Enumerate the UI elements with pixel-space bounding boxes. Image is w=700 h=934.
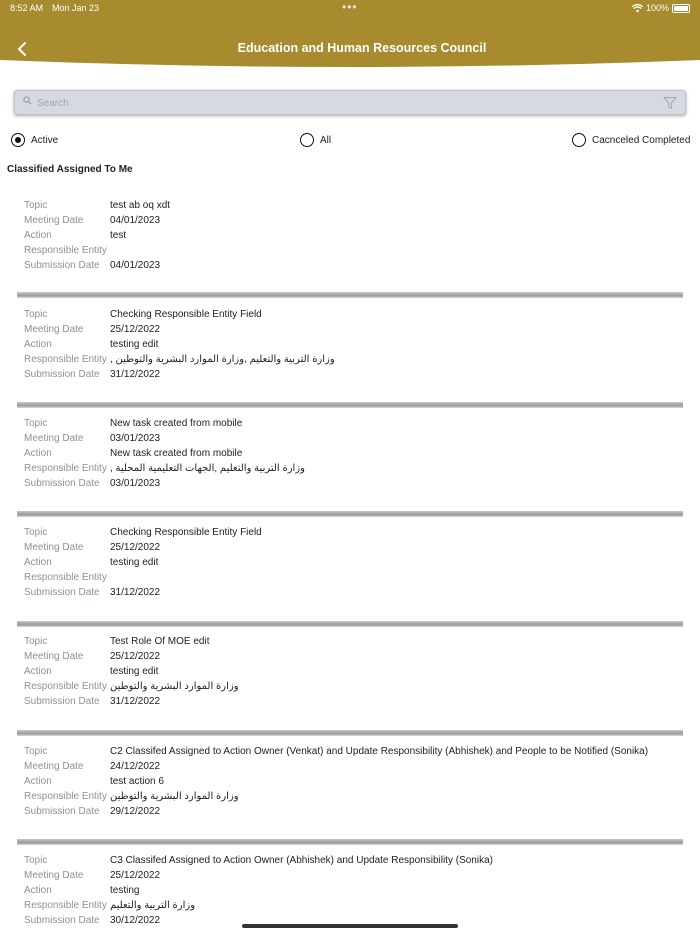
field-label: Action [24, 885, 52, 896]
filter-radio-canceled-completed[interactable] [572, 133, 690, 147]
responsible-entity-value: وزارة الموارد البشرية والتوطين [110, 791, 239, 802]
field-label: Responsible Entity [24, 681, 107, 692]
field-label: Responsible Entity [24, 791, 107, 802]
field-label: Topic [24, 418, 48, 429]
field-label: Submission Date [24, 806, 100, 817]
field-label: Submission Date [24, 915, 100, 926]
meeting-date-value: 25/12/2022 [110, 324, 161, 335]
task-card[interactable] [0, 182, 700, 292]
radio-unselected-icon[interactable] [572, 133, 586, 147]
submission-date-value: 03/01/2023 [110, 478, 161, 489]
meeting-date-value: 25/12/2022 [110, 542, 161, 553]
topic-value: Checking Responsible Entity Field [110, 527, 262, 538]
task-card[interactable] [0, 512, 700, 622]
field-label: Topic [24, 855, 48, 866]
field-label: Topic [24, 527, 48, 538]
status-bar [0, 0, 700, 17]
field-label: Meeting Date [24, 215, 84, 226]
submission-date-value: 31/12/2022 [110, 369, 161, 380]
meeting-date-value: 04/01/2023 [110, 215, 161, 226]
field-label: Responsible Entity [24, 245, 107, 256]
task-list [0, 182, 700, 934]
status-right [632, 3, 690, 13]
submission-date-value: 30/12/2022 [110, 915, 161, 926]
field-label: Meeting Date [24, 324, 84, 335]
field-label: Submission Date [24, 587, 100, 598]
field-label: Meeting Date [24, 870, 84, 881]
search-input[interactable] [37, 94, 637, 112]
field-label: Topic [24, 200, 48, 211]
status-time: 8:52 AM [10, 3, 44, 13]
submission-date-value: 31/12/2022 [110, 587, 161, 598]
field-label: Meeting Date [24, 542, 84, 553]
field-label: Action [24, 448, 52, 459]
submission-date-value: 29/12/2022 [110, 806, 161, 817]
submission-date-value: 04/01/2023 [110, 260, 161, 271]
field-label: Action [24, 557, 52, 568]
field-label: Topic [24, 746, 48, 757]
field-label: Meeting Date [24, 651, 84, 662]
field-label: Responsible Entity [24, 900, 107, 911]
radio-unselected-icon[interactable] [300, 133, 314, 147]
topic-value: C2 Classifed Assigned to Action Owner (Venkat) and Update Responsibility (Abhishek) and People to be Notified (Sonika) [110, 746, 649, 757]
responsible-entity-value: وزارة التربية والتعليم ,وزارة الموارد البشرية والتوطين , [110, 354, 335, 365]
filter-radio-active[interactable] [11, 133, 58, 147]
meeting-date-value: 25/12/2022 [110, 651, 161, 662]
field-label: Action [24, 666, 52, 677]
field-label: Action [24, 776, 52, 787]
action-value: test action 6 [110, 776, 164, 787]
wifi-icon [632, 4, 643, 13]
field-label: Meeting Date [24, 433, 84, 444]
field-label: Submission Date [24, 478, 100, 489]
responsible-entity-value: وزارة التربية والتعليم [110, 900, 196, 911]
filter-radio-label: Active [31, 134, 59, 146]
radio-selected-icon[interactable] [11, 133, 25, 147]
topic-value: test ab oq xdt [110, 200, 171, 211]
responsible-entity-value: وزارة التربية والتعليم ,الجهات التعليمية المحلية , [110, 463, 305, 474]
action-value: testing edit [110, 666, 159, 677]
filter-radio-label: All [320, 134, 332, 146]
field-label: Action [24, 339, 52, 350]
topic-value: New task created from mobile [110, 418, 243, 429]
filter-radio-all[interactable] [300, 133, 331, 147]
multitasking-dots-icon[interactable]: ••• [342, 0, 358, 14]
action-value: New task created from mobile [110, 448, 243, 459]
battery-percent: 100% [645, 3, 669, 13]
field-label: Meeting Date [24, 761, 84, 772]
app-header [0, 0, 700, 70]
action-value: testing edit [110, 557, 159, 568]
submission-date-value: 31/12/2022 [110, 696, 161, 707]
field-label: Responsible Entity [24, 354, 107, 365]
task-card[interactable] [0, 842, 700, 934]
section-title: Classified Assigned To Me [7, 164, 133, 175]
filter-icon[interactable] [663, 96, 677, 110]
action-value: testing edit [110, 339, 159, 350]
search-bar[interactable] [14, 90, 686, 115]
field-label: Submission Date [24, 696, 100, 707]
topic-value: C3 Classifed Assigned to Action Owner (Abhishek) and Update Responsibility (Sonika) [110, 855, 493, 866]
status-date: Mon Jan 23 [52, 3, 100, 13]
action-value: test [110, 230, 127, 241]
responsible-entity-value: وزارة الموارد البشرية والتوطين [110, 681, 239, 692]
field-label: Topic [24, 309, 48, 320]
battery-icon [672, 4, 690, 13]
meeting-date-value: 24/12/2022 [110, 761, 161, 772]
task-card[interactable] [0, 732, 700, 842]
field-label: Action [24, 230, 52, 241]
topic-value: Checking Responsible Entity Field [110, 309, 262, 320]
task-card[interactable] [0, 402, 700, 512]
meeting-date-value: 03/01/2023 [110, 433, 161, 444]
meeting-date-value: 25/12/2022 [110, 870, 161, 881]
field-label: Responsible Entity [24, 572, 107, 583]
topic-value: Test Role Of MOE edit [110, 636, 210, 647]
task-card[interactable] [0, 622, 700, 732]
field-label: Submission Date [24, 260, 100, 271]
field-label: Topic [24, 636, 48, 647]
field-label: Responsible Entity [24, 463, 107, 474]
page-title: Education and Human Resources Council [237, 41, 487, 55]
search-icon [23, 96, 33, 110]
filter-radio-label: Cacnceled Completed [592, 134, 691, 146]
task-card[interactable] [0, 292, 700, 402]
field-label: Submission Date [24, 369, 100, 380]
home-indicator[interactable] [242, 924, 458, 928]
action-value: testing [110, 885, 140, 896]
